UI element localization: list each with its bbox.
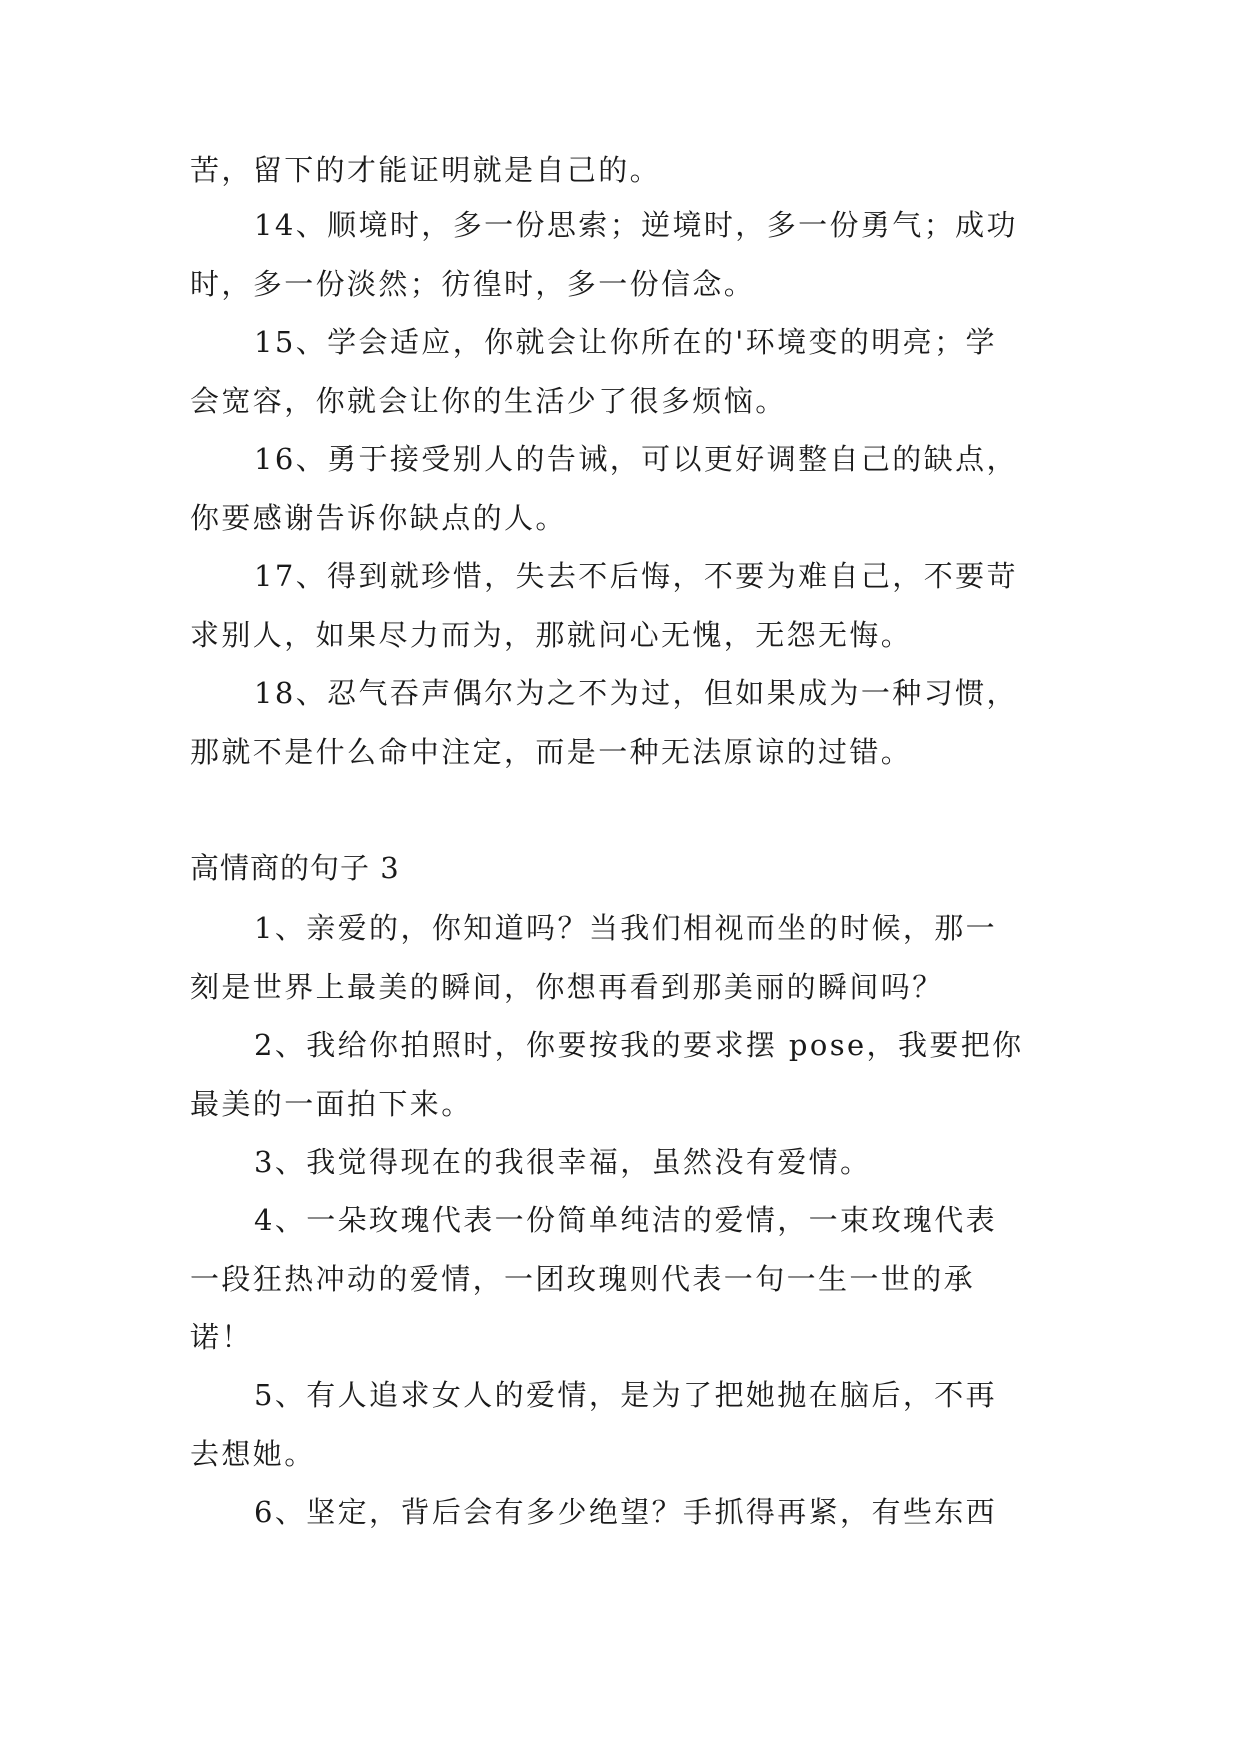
item-4-line-1: 4、一朵玫瑰代表一份简单纯洁的爱情，一束玫瑰代表 <box>254 1203 998 1237</box>
item-2-line-1: 2、我给你拍照时，你要按我的要求摆 pose，我要把你 <box>254 1028 1024 1062</box>
item-5-line-1: 5、有人追求女人的爱情，是为了把她抛在脑后，不再 <box>254 1378 998 1412</box>
item-4-line-2: 一段狂热冲动的爱情，一团玫瑰则代表一句一生一世的承 <box>190 1262 976 1296</box>
item-17-line-2: 求别人，如果尽力而为，那就问心无愧，无怨无悔。 <box>190 618 913 652</box>
item-18-line-1: 18、忍气吞声偶尔为之不为过，但如果成为一种习惯， <box>254 676 1018 710</box>
item-17-line-1: 17、得到就珍惜，失去不后悔，不要为难自己，不要苛 <box>254 559 1018 593</box>
item-5-line-2: 去想她。 <box>190 1437 316 1471</box>
item-3-line-1: 3、我觉得现在的我很幸福，虽然没有爱情。 <box>254 1145 872 1179</box>
item-16-line-2: 你要感谢告诉你缺点的人。 <box>190 501 567 535</box>
item-14-line-1: 14、顺境时，多一份思索；逆境时，多一份勇气；成功 <box>254 208 1018 242</box>
item-15-line-2: 会宽容，你就会让你的生活少了很多烦恼。 <box>190 384 787 418</box>
item-18-line-2: 那就不是什么命中注定，而是一种无法原谅的过错。 <box>190 735 913 769</box>
item-2-line-2: 最美的一面拍下来。 <box>190 1087 473 1121</box>
item-4-line-3: 诺！ <box>190 1320 253 1354</box>
item-1-line-2: 刻是世界上最美的瞬间，你想再看到那美丽的瞬间吗？ <box>190 970 944 1004</box>
item-1-line-1: 1、亲爱的，你知道吗？当我们相视而坐的时候，那一 <box>254 911 998 945</box>
section-title: 高情商的句子 3 <box>190 851 400 885</box>
item-14-line-2: 时，多一份淡然；彷徨时，多一份信念。 <box>190 267 756 301</box>
item-15-line-1: 15、学会适应，你就会让你所在的'环境变的明亮；学 <box>254 325 997 359</box>
item-6-line-1: 6、坚定，背后会有多少绝望？手抓得再紧，有些东西 <box>254 1495 998 1529</box>
item-16-line-1: 16、勇于接受别人的告诫，可以更好调整自己的缺点， <box>254 442 1018 476</box>
continuation-line: 苦，留下的才能证明就是自己的。 <box>190 153 662 187</box>
